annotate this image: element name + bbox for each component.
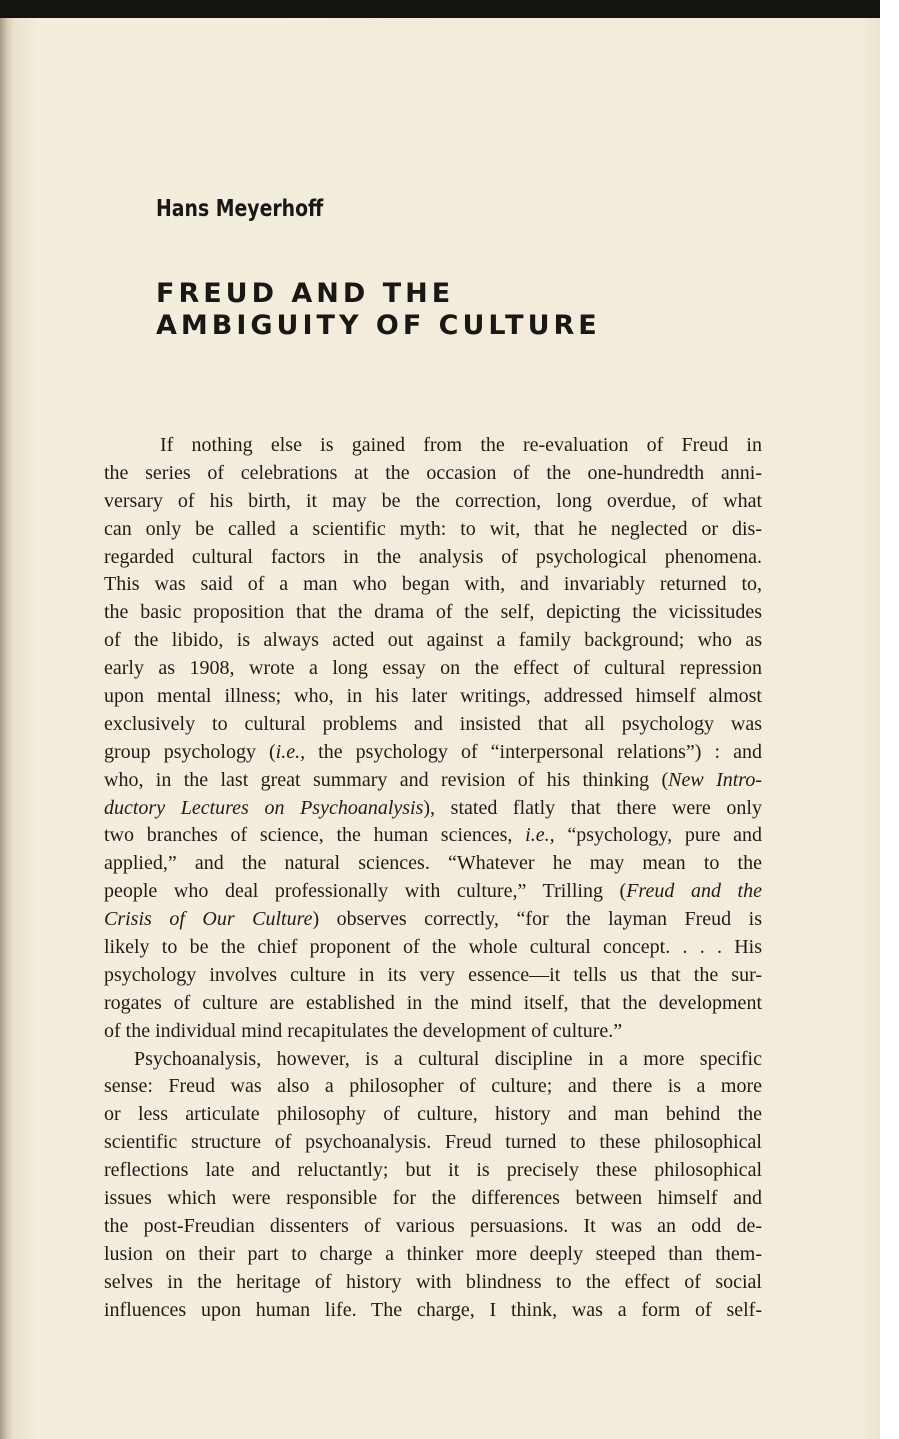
spine-shadow [0, 18, 14, 1439]
text-run: exclusively to cultural problems and insisted that all psychology was [104, 712, 762, 735]
text-line [104, 934, 762, 962]
text-line [104, 962, 762, 990]
text-line [104, 1241, 762, 1269]
italic-text: Freud and the [626, 880, 762, 903]
text-run: or less articulate philosophy of culture, history and man behind the [104, 1103, 762, 1126]
body-text [104, 432, 762, 1325]
text-line [104, 432, 762, 460]
text-line [104, 1185, 762, 1213]
text-run: who, in the last great summary and revision of his thinking ( [104, 768, 669, 791]
text-line [104, 599, 762, 627]
text-run: people who deal professionally with culture,” Trilling ( [104, 880, 627, 903]
text-run: the basic proposition that the drama of the self, depicting the vicissitudes [104, 601, 762, 624]
text-run: group psychology ( [104, 740, 276, 763]
text-line [104, 822, 762, 850]
italic-text: i.e., [275, 740, 306, 763]
text-line [104, 795, 762, 823]
italic-text: Crisis of Our Culture [104, 908, 313, 931]
text-run: of the libido, is always acted out against a family background; who as [104, 629, 762, 652]
text-line [104, 767, 762, 795]
text-line [104, 460, 762, 488]
text-line [104, 516, 762, 544]
text-run: ), stated flatly that there were only [423, 796, 762, 819]
text-run: can only be called a scientific myth: to wit, that he neglected or dis- [104, 517, 762, 540]
text-run: scientific structure of psychoanalysis. Freud turned to these philosophical [104, 1131, 762, 1154]
text-run: the post-Freudian dissenters of various persuasions. It was an odd de- [104, 1214, 762, 1237]
text-line [104, 906, 762, 934]
text-line [104, 683, 762, 711]
text-line [104, 1018, 762, 1046]
text-line [104, 1297, 762, 1325]
text-run: influences upon human life. The charge, I think, was a form of self- [104, 1298, 762, 1321]
text-line [104, 1101, 762, 1129]
text-line [104, 571, 762, 599]
text-run: reflections late and reluctantly; but it is precisely these philosophical [104, 1159, 762, 1182]
text-line [104, 850, 762, 878]
title-line-2: AMBIGUITY OF CULTURE [156, 310, 601, 341]
text-run: selves in the heritage of history with blindness to the effect of social [104, 1270, 762, 1293]
right-page-edge [880, 0, 899, 1439]
article-title [156, 278, 601, 342]
text-run: Psychoanalysis, however, is a cultural discipline in a more specific [134, 1047, 762, 1070]
text-run: likely to be the chief proponent of the whole cultural concept. . . . His [104, 936, 762, 959]
text-line [104, 544, 762, 572]
text-line [104, 488, 762, 516]
text-line [104, 711, 762, 739]
text-line [104, 1073, 762, 1101]
text-run: versary of his birth, it may be the correction, long overdue, of what [104, 489, 762, 512]
text-run: rogates of culture are established in the mind itself, that the development [104, 991, 762, 1014]
paragraph [104, 432, 762, 1046]
text-line [104, 739, 762, 767]
text-run: psychology involves culture in its very essence—it tells us that the sur- [104, 963, 762, 986]
text-run: the psychology of “interpersonal relations”) : and [305, 740, 762, 763]
text-run: early as 1908, wrote a long essay on the effect of cultural repression [104, 657, 762, 680]
text-line [104, 1129, 762, 1157]
italic-text: ductory Lectures on Psychoanalysis [104, 796, 424, 819]
text-run: ) observes correctly, “for the layman Freud is [312, 908, 762, 931]
text-run: upon mental illness; who, in his later writings, addressed himself almost [104, 685, 762, 708]
text-run: lusion on their part to charge a thinker more deeply steeped than them- [104, 1242, 762, 1265]
text-line [104, 990, 762, 1018]
title-line-1: FREUD AND THE [156, 278, 455, 309]
text-run: If nothing else is gained from the re-evaluation of Freud in [160, 434, 762, 456]
author-name: Hans Meyerhoff [156, 196, 324, 222]
text-line [104, 1157, 762, 1185]
text-run: two branches of science, the human sciences, [104, 824, 526, 847]
text-run: the series of celebrations at the occasion of the one-hundredth anni- [104, 461, 762, 484]
text-run: sense: Freud was also a philosopher of culture; and there is a more [104, 1075, 762, 1098]
text-run: applied,” and the natural sciences. “Whatever he may mean to the [104, 852, 762, 875]
text-run: This was said of a man who began with, and invariably returned to, [104, 573, 762, 596]
text-run: regarded cultural factors in the analysis of psychological phenomena. [104, 545, 762, 568]
text-line [104, 878, 762, 906]
text-run: “psychology, pure and [554, 824, 762, 847]
text-line [104, 1213, 762, 1241]
text-line [104, 1269, 762, 1297]
text-line [104, 655, 762, 683]
text-run: of the individual mind recapitulates the development of culture.” [104, 1019, 623, 1042]
italic-text: New Intro- [668, 768, 762, 791]
paragraph [104, 1046, 762, 1325]
text-line [104, 627, 762, 655]
top-page-edge [0, 0, 880, 18]
italic-text: i.e., [525, 824, 555, 847]
text-line [104, 1046, 762, 1074]
text-run: issues which were responsible for the differences between himself and [104, 1187, 762, 1210]
